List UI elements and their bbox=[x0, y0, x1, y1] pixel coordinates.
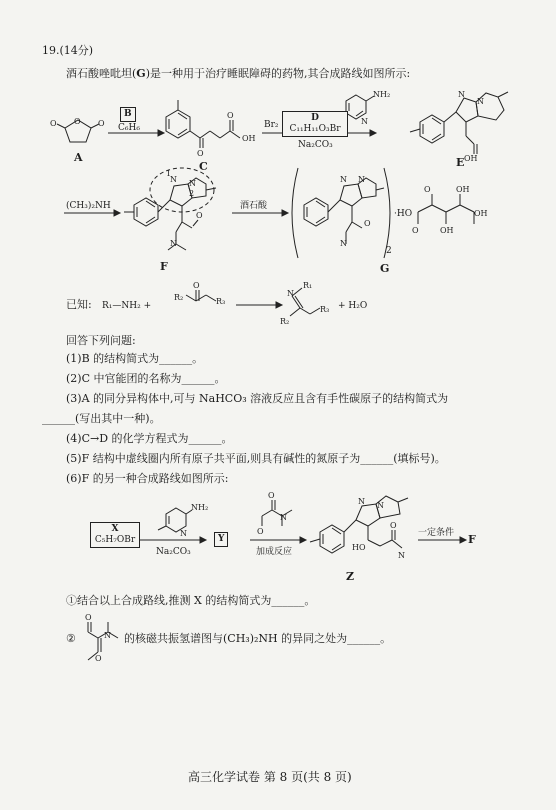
subquestion-2: 的核磁共振氢谱图与(CH₃)₂NH 的异同之处为______。 bbox=[124, 632, 392, 645]
question-3a: (3)A 的同分异构体中,可与 NaHCO₃ 溶液反应且含有手性碳原子的结构简式为 bbox=[66, 392, 449, 405]
svg-text:OH: OH bbox=[440, 226, 454, 235]
svg-text:R₃: R₃ bbox=[216, 297, 226, 306]
route2-product: F bbox=[468, 533, 476, 546]
box-X: X C₅H₇OBr bbox=[90, 522, 140, 548]
label-A: A bbox=[74, 151, 83, 164]
question-3b: ______(写出其中一种)。 bbox=[42, 412, 161, 425]
svg-text:N: N bbox=[280, 513, 287, 522]
label-F: F bbox=[160, 260, 168, 273]
svg-text:R₁: R₁ bbox=[303, 281, 313, 290]
svg-text:O: O bbox=[268, 491, 275, 500]
label-G: G bbox=[380, 262, 390, 275]
svg-text:N: N bbox=[170, 175, 177, 184]
svg-text:N: N bbox=[340, 175, 347, 184]
svg-text:N: N bbox=[358, 497, 365, 506]
reagent-B: C₆H₆ bbox=[118, 123, 140, 133]
svg-text:O: O bbox=[196, 211, 203, 220]
question-5: (5)F 结构中虚线圈内所有原子共平面,则具有碱性的氮原子为______(填标号)。 bbox=[66, 452, 446, 465]
svg-text:2: 2 bbox=[189, 189, 195, 198]
svg-text:R₃: R₃ bbox=[320, 305, 330, 314]
known-right: + H₂O bbox=[338, 301, 368, 311]
svg-text:R₂: R₂ bbox=[174, 293, 184, 302]
questions-prompt: 回答下列问题: bbox=[66, 334, 136, 347]
question-2: (2)C 中官能团的名称为______。 bbox=[66, 372, 226, 385]
svg-text:N: N bbox=[377, 501, 384, 510]
compound-E-structure bbox=[410, 90, 508, 163]
svg-text:O: O bbox=[50, 119, 57, 128]
box-Y: Y bbox=[214, 532, 228, 547]
known-reaction-structures bbox=[174, 281, 329, 326]
svg-text:O: O bbox=[364, 219, 371, 228]
svg-text:N: N bbox=[180, 529, 187, 538]
question-1: (1)B 的结构简式为______。 bbox=[66, 352, 204, 365]
route2-reagent: Na₂CO₃ bbox=[156, 547, 191, 557]
tartaric-prefix: ·HO bbox=[394, 209, 413, 219]
reagent-tartaric: 酒石酸 bbox=[240, 201, 268, 211]
svg-text:HO: HO bbox=[352, 543, 366, 552]
svg-text:N: N bbox=[398, 551, 405, 560]
reagent-amine: (CH₃)₂NH bbox=[66, 201, 111, 211]
box-B: B bbox=[120, 107, 136, 122]
svg-text:N: N bbox=[170, 239, 177, 248]
svg-text:O: O bbox=[424, 185, 431, 194]
svg-text:N: N bbox=[189, 179, 196, 188]
svg-text:O: O bbox=[193, 281, 200, 290]
label-E: E bbox=[456, 156, 465, 169]
svg-text:N: N bbox=[361, 117, 368, 126]
question-6: (6)F 的另一种合成路线如图所示: bbox=[66, 472, 229, 485]
route2-aminopyridine bbox=[158, 503, 208, 538]
svg-text:OH: OH bbox=[474, 209, 488, 218]
addition-label: 加成反应 bbox=[256, 547, 293, 557]
compound-Z-structure bbox=[310, 496, 408, 560]
compound-A-structure bbox=[50, 117, 105, 142]
svg-text:O: O bbox=[98, 119, 105, 128]
svg-text:NH₂: NH₂ bbox=[191, 503, 209, 512]
svg-text:N: N bbox=[477, 97, 484, 106]
subscript-2: 2 bbox=[386, 246, 392, 256]
label-Z: Z bbox=[346, 570, 355, 583]
svg-text:N: N bbox=[104, 631, 111, 640]
svg-text:N: N bbox=[287, 289, 294, 298]
known-left: R₁—NH₂ + bbox=[102, 301, 152, 311]
svg-text:NH₂: NH₂ bbox=[373, 90, 391, 99]
svg-text:O: O bbox=[197, 149, 204, 158]
compound-C-structure bbox=[166, 100, 256, 158]
svg-text:OH: OH bbox=[456, 185, 470, 194]
question-intro: 酒石酸唑吡坦(G)是一种用于治疗睡眠障碍的药物,其合成路线如图所示: bbox=[66, 67, 411, 80]
subquestion-2-num: ② bbox=[66, 632, 76, 645]
svg-text:O: O bbox=[227, 111, 234, 120]
condition-label: 一定条件 bbox=[418, 528, 455, 538]
glyoxylamide-reagent bbox=[257, 491, 292, 536]
known-label: 已知: bbox=[66, 298, 92, 311]
page-footer: 高三化学试卷 第 8 页(共 8 页) bbox=[188, 770, 352, 784]
svg-text:N: N bbox=[340, 239, 347, 248]
compound-F-structure bbox=[124, 168, 216, 250]
reagent-Br2: Br₂ bbox=[264, 120, 279, 130]
svg-text:1: 1 bbox=[166, 169, 172, 178]
svg-text:O: O bbox=[412, 226, 419, 235]
svg-text:N: N bbox=[358, 175, 365, 184]
subq2-structure bbox=[85, 613, 118, 663]
question-4: (4)C→D 的化学方程式为______。 bbox=[66, 432, 233, 445]
svg-text:O: O bbox=[85, 613, 92, 622]
subquestion-1: ①结合以上合成路线,推测 X 的结构简式为______。 bbox=[66, 594, 316, 607]
question-number: 19.(14分) bbox=[42, 44, 94, 57]
svg-text:O: O bbox=[390, 521, 397, 530]
reagent-Na2CO3: Na₂CO₃ bbox=[298, 140, 333, 150]
svg-text:R₂: R₂ bbox=[280, 317, 290, 326]
svg-text:OH: OH bbox=[242, 134, 256, 143]
svg-text:O: O bbox=[257, 527, 264, 536]
svg-text:O: O bbox=[74, 117, 81, 126]
svg-text:O: O bbox=[95, 654, 102, 663]
svg-text:OH: OH bbox=[464, 154, 478, 163]
box-D: D C₁₁H₁₁O₃Br bbox=[282, 111, 348, 137]
svg-text:N: N bbox=[458, 90, 465, 99]
label-C: C bbox=[199, 160, 208, 173]
